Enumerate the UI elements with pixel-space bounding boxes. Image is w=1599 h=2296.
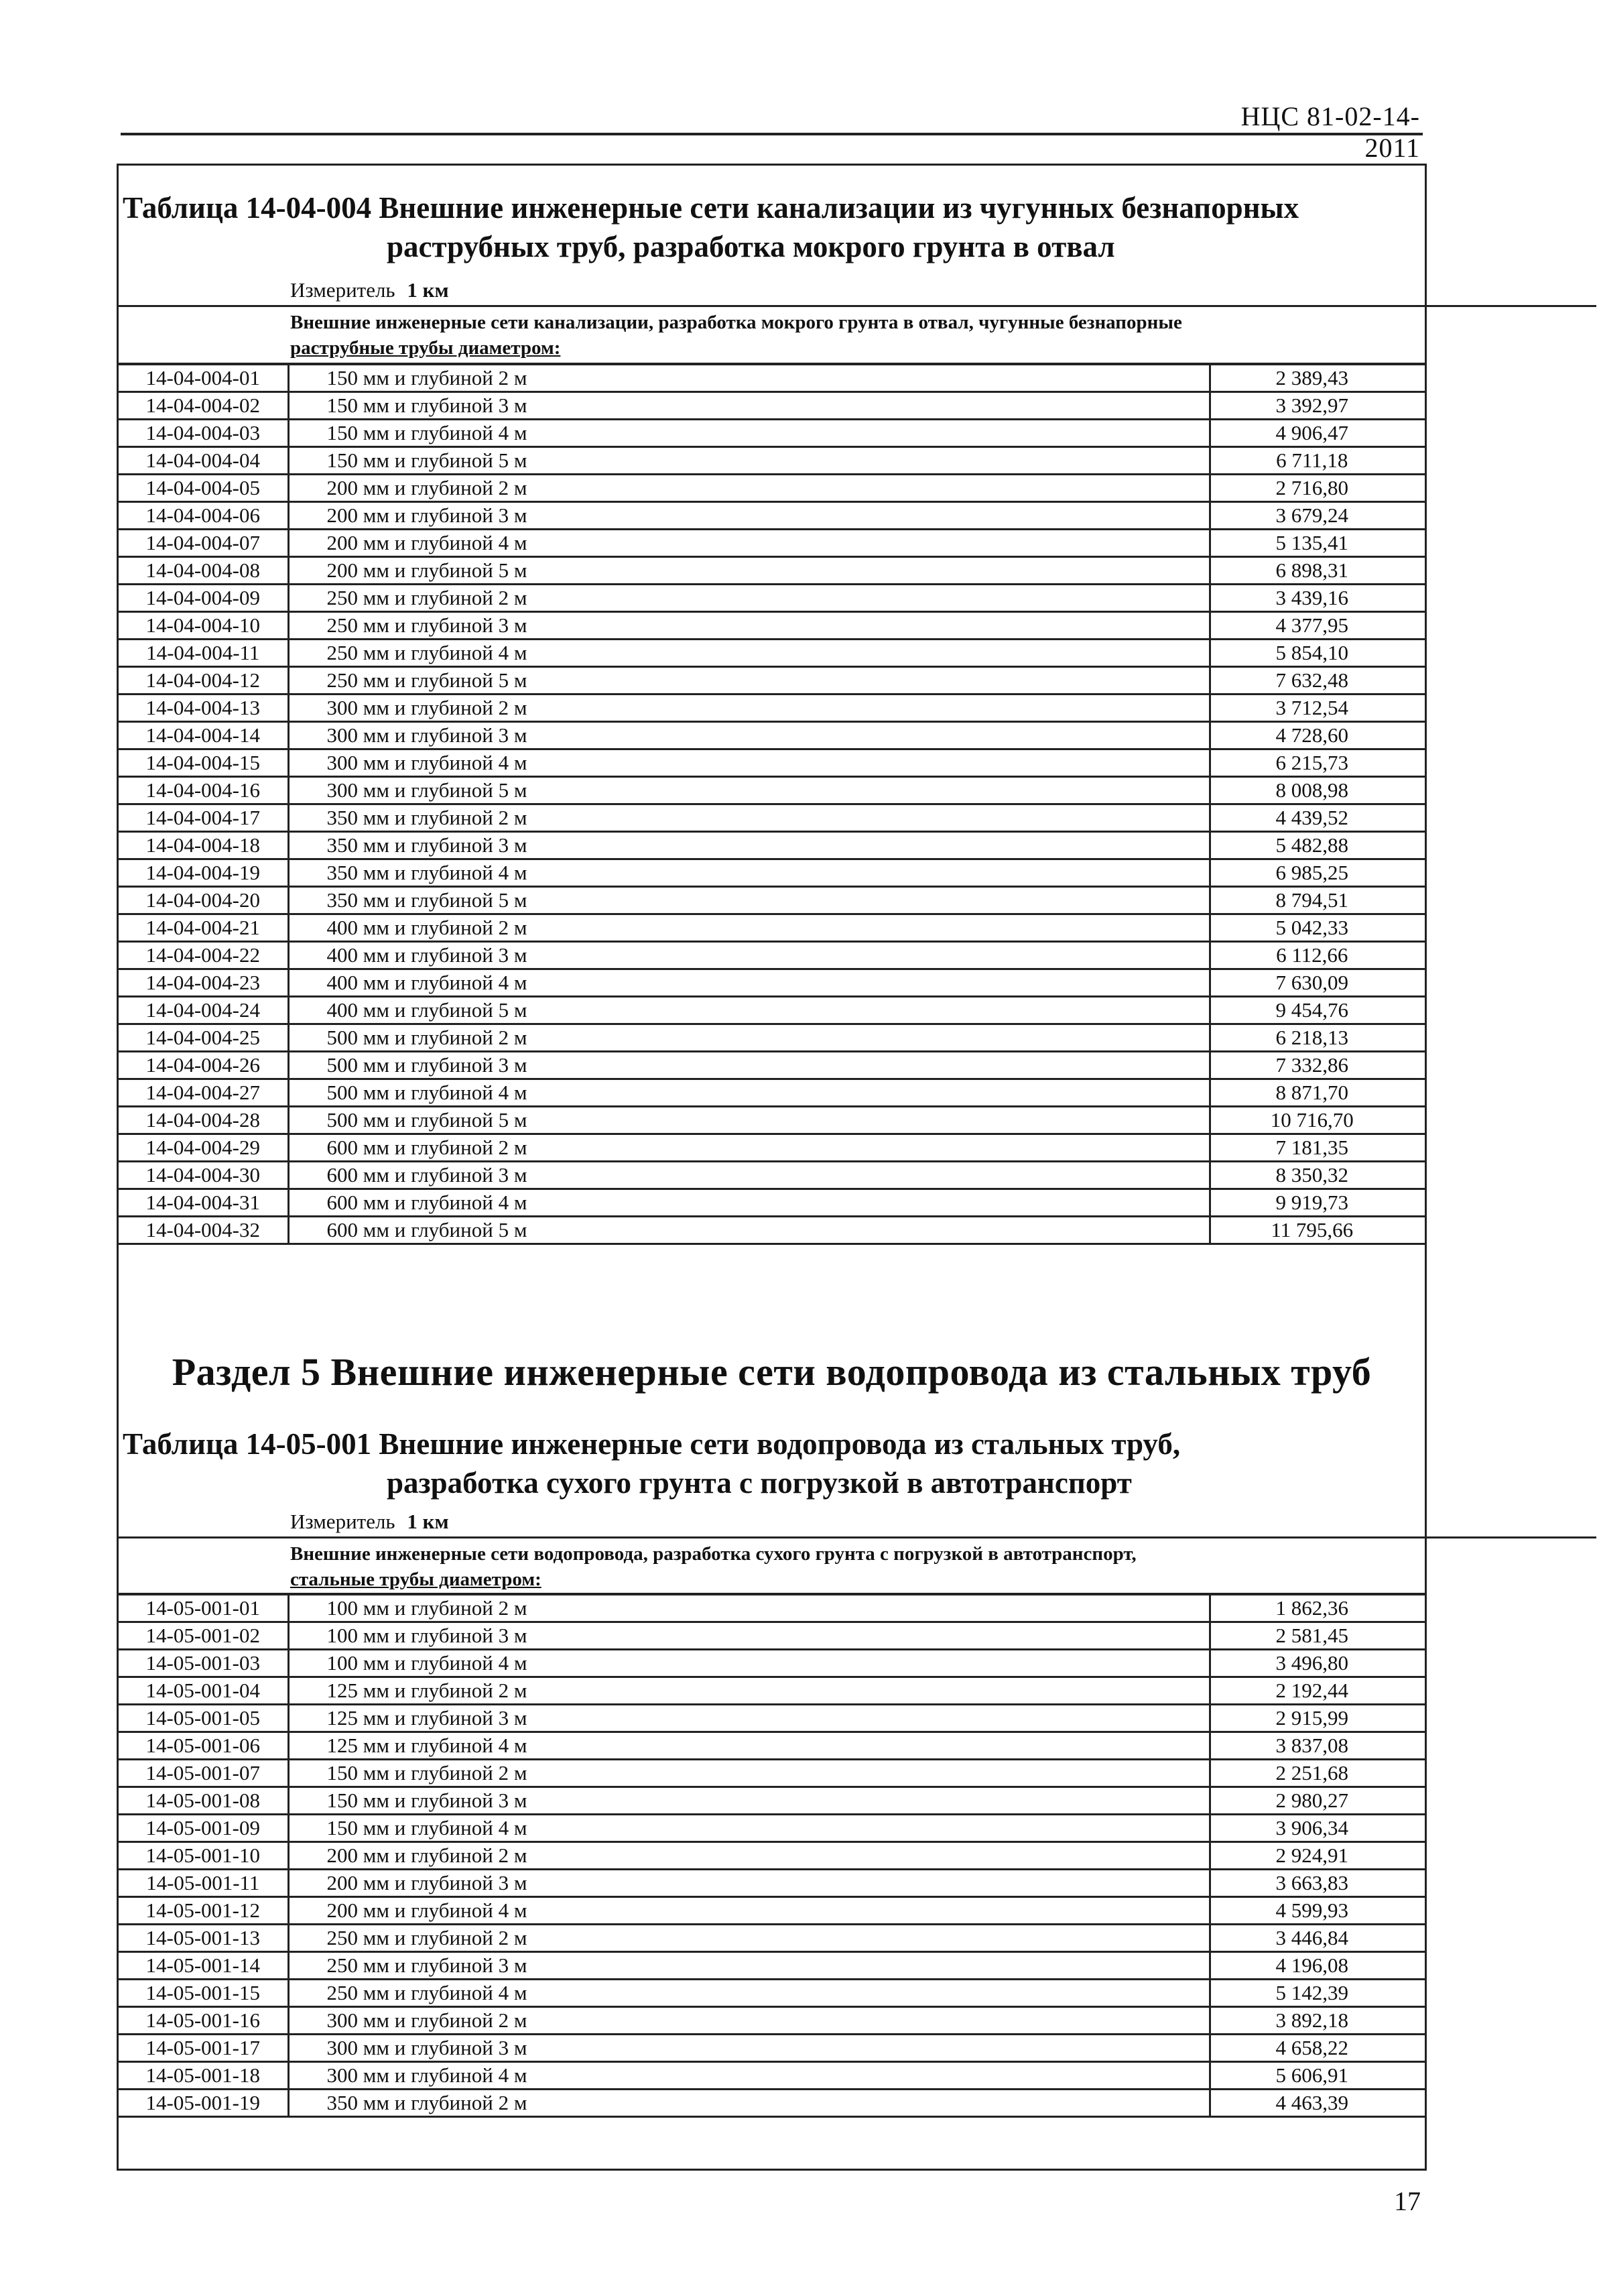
table-row <box>119 1052 1427 1079</box>
row-value: 11 795,66 <box>1210 1217 1427 1244</box>
row-code: 14-05-001-05 <box>119 1705 288 1732</box>
row-code: 14-05-001-07 <box>119 1760 288 1787</box>
row-description: 125 мм и глубиной 4 м <box>288 1732 1210 1760</box>
row-description: 400 мм и глубиной 5 м <box>288 997 1210 1024</box>
row-description: 600 мм и глубиной 5 м <box>288 1217 1210 1244</box>
row-description: 150 мм и глубиной 3 м <box>288 1787 1210 1815</box>
row-code: 14-05-001-02 <box>119 1622 288 1650</box>
row-value: 2 581,45 <box>1210 1622 1427 1650</box>
row-value: 5 854,10 <box>1210 640 1427 667</box>
row-value: 4 906,47 <box>1210 420 1427 447</box>
row-value: 3 446,84 <box>1210 1925 1427 1952</box>
row-description: 150 мм и глубиной 2 м <box>288 365 1210 392</box>
table-row <box>119 722 1427 749</box>
row-code: 14-05-001-06 <box>119 1732 288 1760</box>
table-row <box>119 1024 1427 1052</box>
row-description: 350 мм и глубиной 4 м <box>288 859 1210 887</box>
row-value: 2 251,68 <box>1210 1760 1427 1787</box>
table-row <box>119 557 1427 585</box>
table-row <box>119 1622 1427 1650</box>
table-row <box>119 667 1427 694</box>
row-code: 14-05-001-15 <box>119 1980 288 2007</box>
row-code: 14-04-004-02 <box>119 392 288 420</box>
row-code: 14-04-004-06 <box>119 502 288 530</box>
table-row <box>119 1760 1427 1787</box>
table2-measure-unit: 1 км <box>407 1510 449 1533</box>
row-value: 2 924,91 <box>1210 1842 1427 1870</box>
table-row <box>119 777 1427 804</box>
table-row <box>119 1705 1427 1732</box>
row-code: 14-04-004-11 <box>119 640 288 667</box>
row-code: 14-04-004-03 <box>119 420 288 447</box>
row-code: 14-04-004-14 <box>119 722 288 749</box>
table-row <box>119 1217 1427 1244</box>
row-code: 14-05-001-08 <box>119 1787 288 1815</box>
table1-measure <box>119 276 1596 307</box>
row-value: 10 716,70 <box>1210 1107 1427 1134</box>
row-code: 14-05-001-19 <box>119 2090 288 2117</box>
table-row <box>119 1162 1427 1189</box>
row-description: 200 мм и глубиной 2 м <box>288 475 1210 502</box>
row-code: 14-04-004-32 <box>119 1217 288 1244</box>
row-description: 500 мм и глубиной 3 м <box>288 1052 1210 1079</box>
row-code: 14-05-001-18 <box>119 2062 288 2090</box>
row-code: 14-04-004-22 <box>119 942 288 969</box>
table-row <box>119 585 1427 612</box>
table1-body <box>119 363 1425 1245</box>
table-row <box>119 997 1427 1024</box>
table1-caption-line1: Внешние инженерные сети канализации, разработка мокрого грунта в отвал, чугунные безнапорные <box>290 312 1182 333</box>
row-description: 300 мм и глубиной 2 м <box>288 694 1210 722</box>
row-value: 3 663,83 <box>1210 1870 1427 1897</box>
row-value: 2 192,44 <box>1210 1677 1427 1705</box>
row-value: 6 711,18 <box>1210 447 1427 475</box>
row-code: 14-05-001-03 <box>119 1650 288 1677</box>
row-value: 3 837,08 <box>1210 1732 1427 1760</box>
row-value: 9 454,76 <box>1210 997 1427 1024</box>
row-description: 300 мм и глубиной 2 м <box>288 2007 1210 2035</box>
row-description: 200 мм и глубиной 3 м <box>288 502 1210 530</box>
row-value: 8 350,32 <box>1210 1162 1427 1189</box>
table2-caption-line1: Внешние инженерные сети водопровода, разработка сухого грунта с погрузкой в автотранспорт, <box>290 1543 1137 1565</box>
table-row <box>119 1925 1427 1952</box>
table-row <box>119 749 1427 777</box>
row-value: 5 142,39 <box>1210 1980 1427 2007</box>
row-code: 14-04-004-13 <box>119 694 288 722</box>
row-description: 600 мм и глубиной 3 м <box>288 1162 1210 1189</box>
row-value: 6 112,66 <box>1210 942 1427 969</box>
row-code: 14-05-001-12 <box>119 1897 288 1925</box>
row-description: 500 мм и глубиной 4 м <box>288 1079 1210 1107</box>
row-code: 14-05-001-11 <box>119 1870 288 1897</box>
row-value: 4 599,93 <box>1210 1897 1427 1925</box>
table-row <box>119 942 1427 969</box>
table1-title <box>119 188 1425 266</box>
document-frame <box>117 164 1427 2171</box>
table-row <box>119 1595 1427 1622</box>
row-description: 150 мм и глубиной 2 м <box>288 1760 1210 1787</box>
row-description: 200 мм и глубиной 4 м <box>288 530 1210 557</box>
table-row <box>119 502 1427 530</box>
table-row <box>119 1134 1427 1162</box>
row-code: 14-04-004-01 <box>119 365 288 392</box>
table1-title-line1: Таблица 14-04-004 Внешние инженерные сети канализации из чугунных безнапорных <box>123 191 1299 225</box>
table2-caption <box>119 1538 1425 1595</box>
section-title: Раздел 5 Внешние инженерные сети водопровода из стальных труб <box>172 1350 1372 1394</box>
table-row <box>119 1815 1427 1842</box>
row-value: 3 496,80 <box>1210 1650 1427 1677</box>
table-row <box>119 1842 1427 1870</box>
row-description: 300 мм и глубиной 3 м <box>288 722 1210 749</box>
table-row <box>119 914 1427 942</box>
row-description: 300 мм и глубиной 4 м <box>288 749 1210 777</box>
row-description: 250 мм и глубиной 2 м <box>288 1925 1210 1952</box>
table1-measure-unit: 1 км <box>407 278 449 302</box>
row-code: 14-04-004-18 <box>119 832 288 859</box>
row-value: 3 712,54 <box>1210 694 1427 722</box>
row-value: 8 871,70 <box>1210 1079 1427 1107</box>
row-value: 1 862,36 <box>1210 1595 1427 1622</box>
table1-measure-label: Измеритель <box>290 278 395 302</box>
row-value: 3 679,24 <box>1210 502 1427 530</box>
row-description: 250 мм и глубиной 3 м <box>288 612 1210 640</box>
table-row <box>119 530 1427 557</box>
table-row <box>119 1732 1427 1760</box>
row-value: 2 389,43 <box>1210 365 1427 392</box>
row-code: 14-04-004-17 <box>119 804 288 832</box>
row-value: 5 135,41 <box>1210 530 1427 557</box>
table-row <box>119 1189 1427 1217</box>
row-value: 8 008,98 <box>1210 777 1427 804</box>
table-row <box>119 1897 1427 1925</box>
row-value: 2 915,99 <box>1210 1705 1427 1732</box>
row-description: 150 мм и глубиной 5 м <box>288 447 1210 475</box>
row-description: 200 мм и глубиной 2 м <box>288 1842 1210 1870</box>
row-description: 500 мм и глубиной 5 м <box>288 1107 1210 1134</box>
row-value: 5 482,88 <box>1210 832 1427 859</box>
table-row <box>119 475 1427 502</box>
row-value: 7 632,48 <box>1210 667 1427 694</box>
table-row <box>119 2062 1427 2090</box>
row-description: 350 мм и глубиной 5 м <box>288 887 1210 914</box>
row-value: 7 332,86 <box>1210 1052 1427 1079</box>
row-description: 400 мм и глубиной 3 м <box>288 942 1210 969</box>
row-description: 600 мм и глубиной 4 м <box>288 1189 1210 1217</box>
row-value: 6 218,13 <box>1210 1024 1427 1052</box>
table1-title-line2: раструбных труб, разработка мокрого грунта в отвал <box>387 230 1115 263</box>
row-code: 14-04-004-08 <box>119 557 288 585</box>
table2-caption-line2: стальные трубы диаметром: <box>290 1569 541 1590</box>
row-description: 250 мм и глубиной 4 м <box>288 640 1210 667</box>
row-description: 100 мм и глубиной 2 м <box>288 1595 1210 1622</box>
row-code: 14-05-001-17 <box>119 2035 288 2062</box>
row-value: 9 919,73 <box>1210 1189 1427 1217</box>
table-row <box>119 969 1427 997</box>
table-row <box>119 1107 1427 1134</box>
row-description: 300 мм и глубиной 4 м <box>288 2062 1210 2090</box>
table2-title-line1: Таблица 14-05-001 Внешние инженерные сети водопровода из стальных труб, <box>123 1427 1181 1461</box>
table2-title-line2: разработка сухого грунта с погрузкой в автотранспорт <box>387 1466 1132 1500</box>
table2-body <box>119 1593 1425 2118</box>
table-row <box>119 1952 1427 1980</box>
table2-measure-label: Измеритель <box>290 1510 395 1533</box>
table-row <box>119 887 1427 914</box>
row-description: 200 мм и глубиной 5 м <box>288 557 1210 585</box>
row-value: 7 630,09 <box>1210 969 1427 997</box>
row-description: 250 мм и глубиной 5 м <box>288 667 1210 694</box>
table-row <box>119 2090 1427 2117</box>
row-code: 14-05-001-14 <box>119 1952 288 1980</box>
row-value: 8 794,51 <box>1210 887 1427 914</box>
row-value: 4 377,95 <box>1210 612 1427 640</box>
row-value: 6 898,31 <box>1210 557 1427 585</box>
row-value: 6 985,25 <box>1210 859 1427 887</box>
row-description: 100 мм и глубиной 4 м <box>288 1650 1210 1677</box>
row-code: 14-04-004-24 <box>119 997 288 1024</box>
row-description: 150 мм и глубиной 4 м <box>288 420 1210 447</box>
row-description: 125 мм и глубиной 3 м <box>288 1705 1210 1732</box>
row-code: 14-04-004-04 <box>119 447 288 475</box>
table1-rows <box>119 363 1427 1245</box>
row-code: 14-04-004-31 <box>119 1189 288 1217</box>
row-value: 4 439,52 <box>1210 804 1427 832</box>
row-code: 14-04-004-26 <box>119 1052 288 1079</box>
row-description: 350 мм и глубиной 2 м <box>288 2090 1210 2117</box>
row-value: 2 716,80 <box>1210 475 1427 502</box>
row-code: 14-05-001-04 <box>119 1677 288 1705</box>
row-value: 2 980,27 <box>1210 1787 1427 1815</box>
row-value: 3 439,16 <box>1210 585 1427 612</box>
row-description: 400 мм и глубиной 2 м <box>288 914 1210 942</box>
row-code: 14-04-004-23 <box>119 969 288 997</box>
row-description: 150 мм и глубиной 3 м <box>288 392 1210 420</box>
row-code: 14-04-004-16 <box>119 777 288 804</box>
row-code: 14-04-004-19 <box>119 859 288 887</box>
row-value: 4 728,60 <box>1210 722 1427 749</box>
row-description: 200 мм и глубиной 3 м <box>288 1870 1210 1897</box>
row-code: 14-05-001-01 <box>119 1595 288 1622</box>
row-code: 14-04-004-28 <box>119 1107 288 1134</box>
row-description: 350 мм и глубиной 2 м <box>288 804 1210 832</box>
row-description: 350 мм и глубиной 3 м <box>288 832 1210 859</box>
row-code: 14-04-004-21 <box>119 914 288 942</box>
row-code: 14-04-004-09 <box>119 585 288 612</box>
table-row <box>119 1980 1427 2007</box>
header-rule <box>121 133 1423 135</box>
row-description: 600 мм и глубиной 2 м <box>288 1134 1210 1162</box>
table-row <box>119 2035 1427 2062</box>
table-row <box>119 1677 1427 1705</box>
row-code: 14-04-004-15 <box>119 749 288 777</box>
row-value: 4 196,08 <box>1210 1952 1427 1980</box>
row-value: 3 392,97 <box>1210 392 1427 420</box>
row-code: 14-04-004-25 <box>119 1024 288 1052</box>
table-row <box>119 392 1427 420</box>
row-code: 14-05-001-09 <box>119 1815 288 1842</box>
table-row <box>119 859 1427 887</box>
row-description: 400 мм и глубиной 4 м <box>288 969 1210 997</box>
row-description: 100 мм и глубиной 3 м <box>288 1622 1210 1650</box>
row-description: 125 мм и глубиной 2 м <box>288 1677 1210 1705</box>
table-row <box>119 1787 1427 1815</box>
row-code: 14-05-001-10 <box>119 1842 288 1870</box>
row-description: 250 мм и глубиной 3 м <box>288 1952 1210 1980</box>
page-number: 17 <box>1394 2186 1421 2216</box>
table2-title <box>119 1425 1425 1502</box>
row-value: 6 215,73 <box>1210 749 1427 777</box>
table-row <box>119 612 1427 640</box>
table-row <box>119 365 1427 392</box>
row-code: 14-05-001-13 <box>119 1925 288 1952</box>
row-code: 14-04-004-10 <box>119 612 288 640</box>
table-row <box>119 1870 1427 1897</box>
row-code: 14-04-004-20 <box>119 887 288 914</box>
row-description: 250 мм и глубиной 2 м <box>288 585 1210 612</box>
table-row <box>119 2007 1427 2035</box>
row-code: 14-04-004-07 <box>119 530 288 557</box>
row-value: 3 906,34 <box>1210 1815 1427 1842</box>
row-value: 3 892,18 <box>1210 2007 1427 2035</box>
table1-caption-line2: раструбные трубы диаметром: <box>290 337 561 359</box>
table1-caption <box>119 307 1425 365</box>
row-description: 300 мм и глубиной 3 м <box>288 2035 1210 2062</box>
row-code: 14-04-004-30 <box>119 1162 288 1189</box>
row-value: 5 042,33 <box>1210 914 1427 942</box>
table2-measure <box>119 1507 1596 1538</box>
row-description: 500 мм и глубиной 2 м <box>288 1024 1210 1052</box>
table-row <box>119 1079 1427 1107</box>
row-code: 14-04-004-12 <box>119 667 288 694</box>
row-code: 14-04-004-29 <box>119 1134 288 1162</box>
row-description: 300 мм и глубиной 5 м <box>288 777 1210 804</box>
table-row <box>119 832 1427 859</box>
row-value: 4 658,22 <box>1210 2035 1427 2062</box>
row-code: 14-04-004-05 <box>119 475 288 502</box>
row-value: 5 606,91 <box>1210 2062 1427 2090</box>
row-description: 250 мм и глубиной 4 м <box>288 1980 1210 2007</box>
row-description: 150 мм и глубиной 4 м <box>288 1815 1210 1842</box>
row-value: 4 463,39 <box>1210 2090 1427 2117</box>
table-row <box>119 640 1427 667</box>
document-code: НЦС 81-02-14-2011 <box>1240 101 1420 163</box>
row-code: 14-04-004-27 <box>119 1079 288 1107</box>
table-row <box>119 1650 1427 1677</box>
row-code: 14-05-001-16 <box>119 2007 288 2035</box>
row-value: 7 181,35 <box>1210 1134 1427 1162</box>
table-row <box>119 804 1427 832</box>
table-row <box>119 694 1427 722</box>
table2-rows <box>119 1593 1427 2118</box>
table-row <box>119 420 1427 447</box>
row-description: 200 мм и глубиной 4 м <box>288 1897 1210 1925</box>
table-row <box>119 447 1427 475</box>
